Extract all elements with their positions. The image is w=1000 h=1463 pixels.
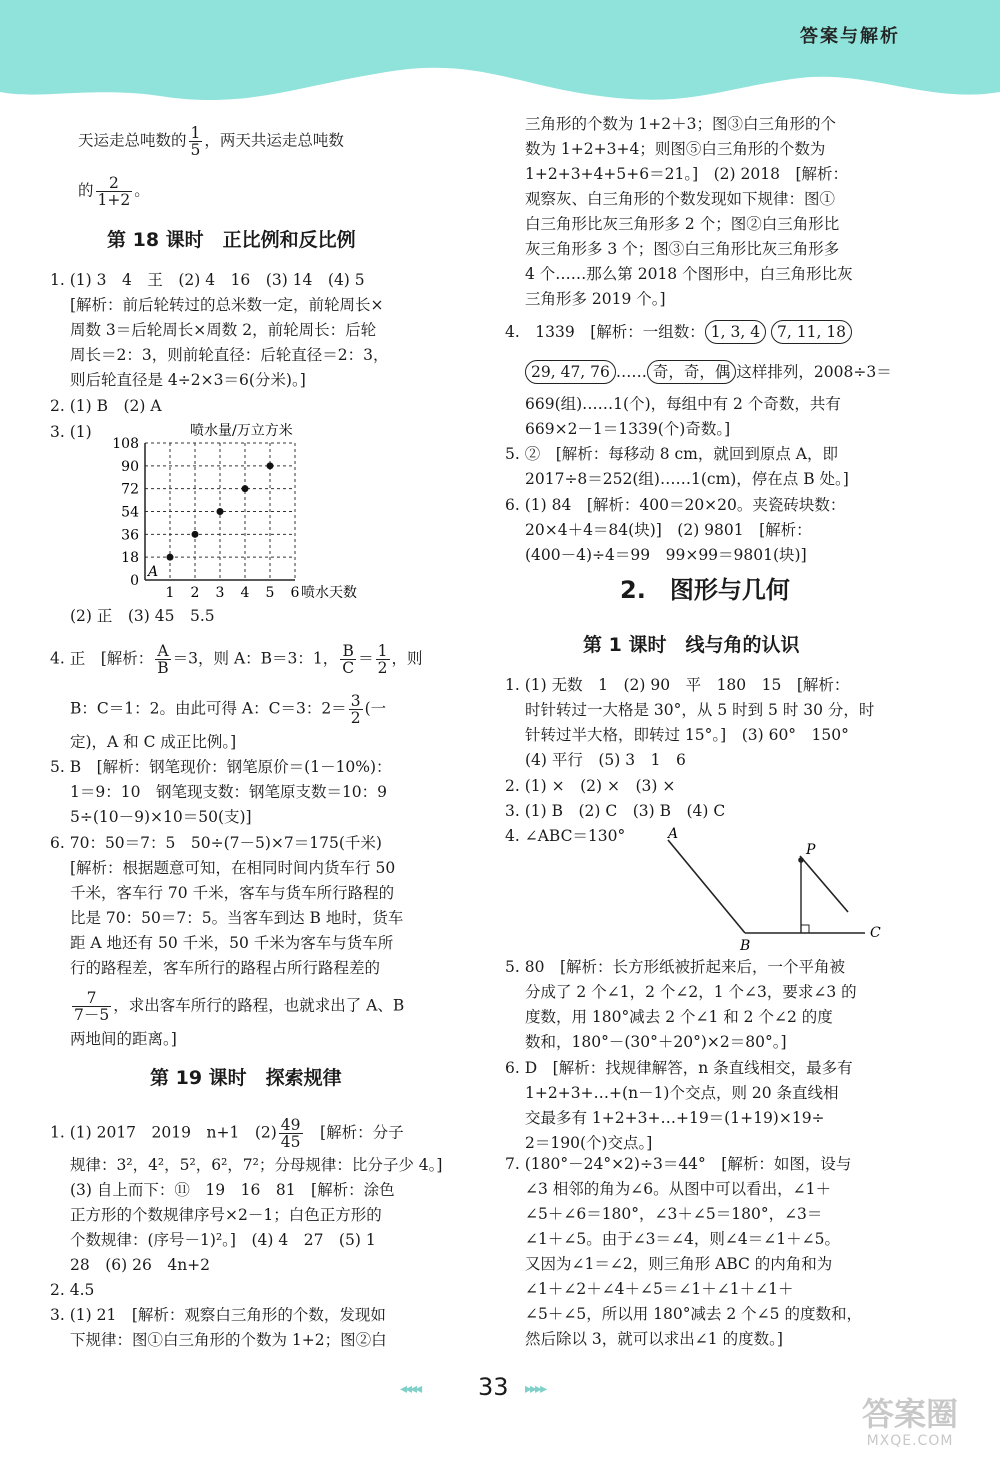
explanation-line: 三角形多 2019 个。] [525,290,666,308]
x-tick-label: 5 [265,585,275,601]
answer-3-parts: (2) 正 (3) 45 5.5 [70,607,215,625]
explanation-line: 2017÷8＝252(组)……1(cm)，停在点 B 处。] [525,470,849,488]
explanation-line: B：C＝1：2。由此可得 A：C＝3：2＝ $\frac{3}{2}$ (一 [70,692,387,727]
explanation-line: 2＝190(个)交点。] [525,1134,653,1152]
pattern-answer-1: 1. (1) 2017 2019 n+1 (2) $\frac{49}{45}$ [解析：分子 [50,1116,404,1151]
point-P [798,857,804,863]
section-title-lesson-18: 第 18 课时 正比例和反比例 [107,229,356,251]
origin-point-label: A [148,564,159,580]
circled-group: 29, 47, 76 [525,360,616,384]
explanation-line: (3) 自上而下：⑪ 19 16 81 [解析：涂色 [70,1181,395,1199]
y-tick-label: 108 [112,436,139,452]
circled-group: 7, 11, 18 [771,320,852,344]
explanation-line: 个数规律：(序号－1)²。] (4) 4 27 (5) 1 [70,1231,376,1249]
data-point [267,462,274,469]
geometry-answer-2: 2. (1) × (2) × (3) × [505,777,676,795]
answer-5-right: 5. ② [解析：每移动 8 cm，就回到原点 A，即 [505,445,838,463]
x-tick-label: 3 [215,585,225,601]
answer-4: 4. 正 [解析： $\frac{A}{B}$ ＝3，则 A：B＝3：1， $\frac{B}{C}$ ＝ $\frac{1}{2}$ ，则 [50,642,423,677]
circled-group: 1, 3, 4 [705,320,766,344]
explanation-line: 观察灰、白三角形的个数发现如下规律：图① [525,190,836,208]
geometry-answer-3: 3. (1) B (2) C (3) B (4) C [505,802,726,820]
explanation-line: 定)，A 和 C 成正比例。] [70,733,237,751]
ray-BA [668,840,745,933]
answer-1: 1. (1) 3 4 王 (2) 4 16 (3) 14 (4) 5 [50,271,365,289]
explanation-line: 度数，用 180°减去 2 个∠1 和 2 个∠2 的度 [525,1008,833,1026]
explanation-line: 周数 3＝后轮周长×周数 2，前轮周长：后轮 [70,321,377,339]
geometry-answer-5: 5. 80 [解析：长方形纸被折起来后，一个平角被 [505,958,845,976]
label-A: A [668,826,679,842]
explanation-line: 时针转过一大格是 30°，从 5 时到 5 时 30 分，时 [525,701,875,719]
explanation-line: 行的路程差，客车所行的路程占所行路程差的 [70,959,381,977]
explanation-line: 28 (6) 26 4n+2 [70,1256,211,1274]
explanation-line: [解析：根据题意可知，在相同时间内货车行 50 [70,859,396,877]
text-line: 天运走总吨数的 $\frac{1}{5}$ ，两天共运走总吨数 [78,124,344,159]
geometry-answer-7: 7. (180°－24°×2)÷3＝44° [解析：如图，设与 [505,1155,852,1173]
answer-2: 2. (1) B (2) A [50,397,162,415]
chapter-title-geometry: 2. 图形与几何 [620,576,790,604]
angle-figure [660,820,900,955]
x-tick-label: 6 [290,585,300,601]
explanation-line: (4) 平行 (5) 3 1 6 [525,751,686,769]
header-banner [0,0,1000,110]
explanation-line: 4 个……那么第 2018 个图形中，白三角形比灰 [525,265,853,283]
pattern-answer-3: 3. (1) 21 [解析：观察白三角形的个数，发现如 [50,1306,386,1324]
x-axis-label: 喷水天数 [301,585,357,601]
header-title: 答案与解析 [800,26,900,47]
label-C: C [870,925,881,941]
explanation-line: 白三角形比灰三角形多 2 个；图②白三角形比 [525,215,840,233]
arrows-right-icon: ▸▸▸▸ [525,1381,546,1397]
answer-4-right: 4. 1339 [解析：一组数： 1, 3, 4 7, 11, 18 [505,320,852,346]
water-spray-chart [105,420,425,610]
y-tick-label: 0 [130,573,139,589]
explanation-line: 灰三角形多 3 个；图③白三角形比灰三角形多 [525,240,840,258]
fraction: $\frac{1}{5}$ [190,124,201,159]
explanation-line: 数和，180°－(30°＋20°)×2＝80°。] [525,1033,787,1051]
x-tick-label: 1 [165,585,175,601]
label-P: P [806,842,816,858]
line-through-P [800,856,848,912]
explanation-line: 比是 70：50＝7：5。当客车到达 B 地时，货车 [70,909,404,927]
section-title-lesson-1: 第 1 课时 线与角的认识 [583,634,800,656]
y-tick-label: 72 [121,481,139,498]
explanation-line: 1+2+3+4+5+6＝21。] (2) 2018 [解析： [525,165,849,183]
explanation-line: 669(组)……1(个)，每组中有 2 个奇数，共有 [525,395,841,413]
page-number: 33 [478,1373,509,1401]
data-point [167,554,174,561]
answer-6: 6. 70：50＝7：5 50÷(7－5)×7＝175(千米) [50,834,382,852]
explanation-line: (400－4)÷4＝99 99×99＝9801(块)] [525,546,807,564]
explanation-line: 1＝9：10 钢笔现支数：钢笔原支数＝10：9 [70,783,388,801]
explanation-line: 两地间的距离。] [70,1030,177,1048]
geometry-answer-1: 1. (1) 无数 1 (2) 90 平 180 15 [解析： [505,676,850,694]
data-point [242,485,249,492]
answer-6-right: 6. (1) 84 [解析：400＝20×20。夹瓷砖块数： [505,496,846,514]
section-title-lesson-19: 第 19 课时 探索规律 [150,1067,342,1089]
explanation-line: 距 A 地还有 50 千米，50 千米为客车与货车所 [70,934,394,952]
x-tick-label: 4 [240,585,250,601]
fraction: $\frac{2}{1+2}$ [97,174,131,209]
explanation-line: 千米，客车行 70 千米，客车与货车所行路程的 [70,884,395,902]
explanation-line: 5÷(10－9)×10＝50(支)] [70,808,252,826]
explanation-line: $\frac{7}{7-5}$ ，求出客车所行的路程，也就求出了 A、B [74,989,405,1024]
explanation-line: 分成了 2 个∠1，2 个∠2，1 个∠3，要求∠3 的 [525,983,857,1001]
explanation-line: 三角形的个数为 1+2＋3；图③白三角形的个 [525,115,837,133]
x-tick-label: 2 [190,585,200,601]
label-B: B [740,938,751,954]
explanation-line: 29, 47, 76 …… 奇，奇，偶 这样排列，2008÷3＝ [525,360,892,386]
y-axis-label: 喷水量/万立方米 [190,423,293,439]
right-angle-mark [801,925,809,933]
answer-3: 3. (1) [50,423,92,441]
arrows-left-icon: ◂◂◂◂ [400,1381,421,1397]
explanation-line: 规律：3²，4²，5²，6²，7²；分母规律：比分子少 4。] [70,1156,443,1174]
explanation-line: 针转过半大格，即转过 15°。] (3) 60° 150° [525,726,849,744]
watermark-logo: 答案圈 MXQE.COM [861,1395,958,1449]
header-wave [0,0,1000,100]
explanation-line: 669×2－1＝1339(个)奇数。] [525,420,731,438]
explanation-line: 交最多有 1+2+3+…+19＝(1+19)×19÷ [525,1109,825,1127]
explanation-line: 下规律：图①白三角形的个数为 1+2；图②白 [70,1331,387,1349]
circled-group: 奇，奇，偶 [647,360,737,384]
explanation-line: ∠1＋∠5。由于∠3＝∠4，则∠4＝∠1＋∠5。 [525,1230,840,1248]
answer-5: 5. B [解析：钢笔现价：钢笔原价＝(1－10%)： [50,758,392,776]
explanation-line: 正方形的个数规律序号×2－1；白色正方形的 [70,1206,382,1224]
explanation-line: 数为 1+2+3+4；则图⑤白三角形的个数为 [525,140,826,158]
explanation-line: [解析：前后轮转过的总米数一定，前轮周长× [70,296,384,314]
text-line: 的 $\frac{2}{1+2}$ 。 [78,174,150,209]
explanation-line: ∠5＋∠5，所以用 180°减去 2 个∠5 的度数和， [525,1305,862,1323]
y-tick-label: 54 [121,504,139,521]
pattern-answer-2: 2. 4.5 [50,1281,95,1299]
data-point [192,531,199,538]
y-tick-label: 36 [121,527,139,544]
explanation-line: 周长＝2：3，则前轮直径：后轮直径＝2：3， [70,346,389,364]
explanation-line: 则后轮直径是 4÷2×3＝6(分米)。] [70,371,306,389]
explanation-line: 又因为∠1＝∠2，则三角形 ABC 的内角和为 [525,1255,833,1273]
explanation-line: ∠5＋∠6＝180°，∠3＋∠5＝180°，∠3＝ [525,1205,823,1223]
data-point [217,508,224,515]
y-tick-label: 18 [121,550,139,567]
explanation-line: 1+2+3+…+(n－1)个交点，则 20 条直线相 [525,1084,839,1102]
geometry-answer-4: 4. ∠ABC＝130° [505,827,626,845]
explanation-line: 然后除以 3，就可以求出∠1 的度数。] [525,1330,783,1348]
geometry-answer-6: 6. D [解析：找规律解答，n 条直线相交，最多有 [505,1059,853,1077]
explanation-line: ∠1＋∠2＋∠4＋∠5＝∠1＋∠1＋∠1＋ [525,1280,794,1298]
explanation-line: ∠3 相邻的角为∠6。从图中可以看出，∠1＋ [525,1180,831,1198]
y-tick-label: 90 [121,458,139,475]
explanation-line: 20×4＋4＝84(块)] (2) 9801 [解析： [525,521,812,539]
